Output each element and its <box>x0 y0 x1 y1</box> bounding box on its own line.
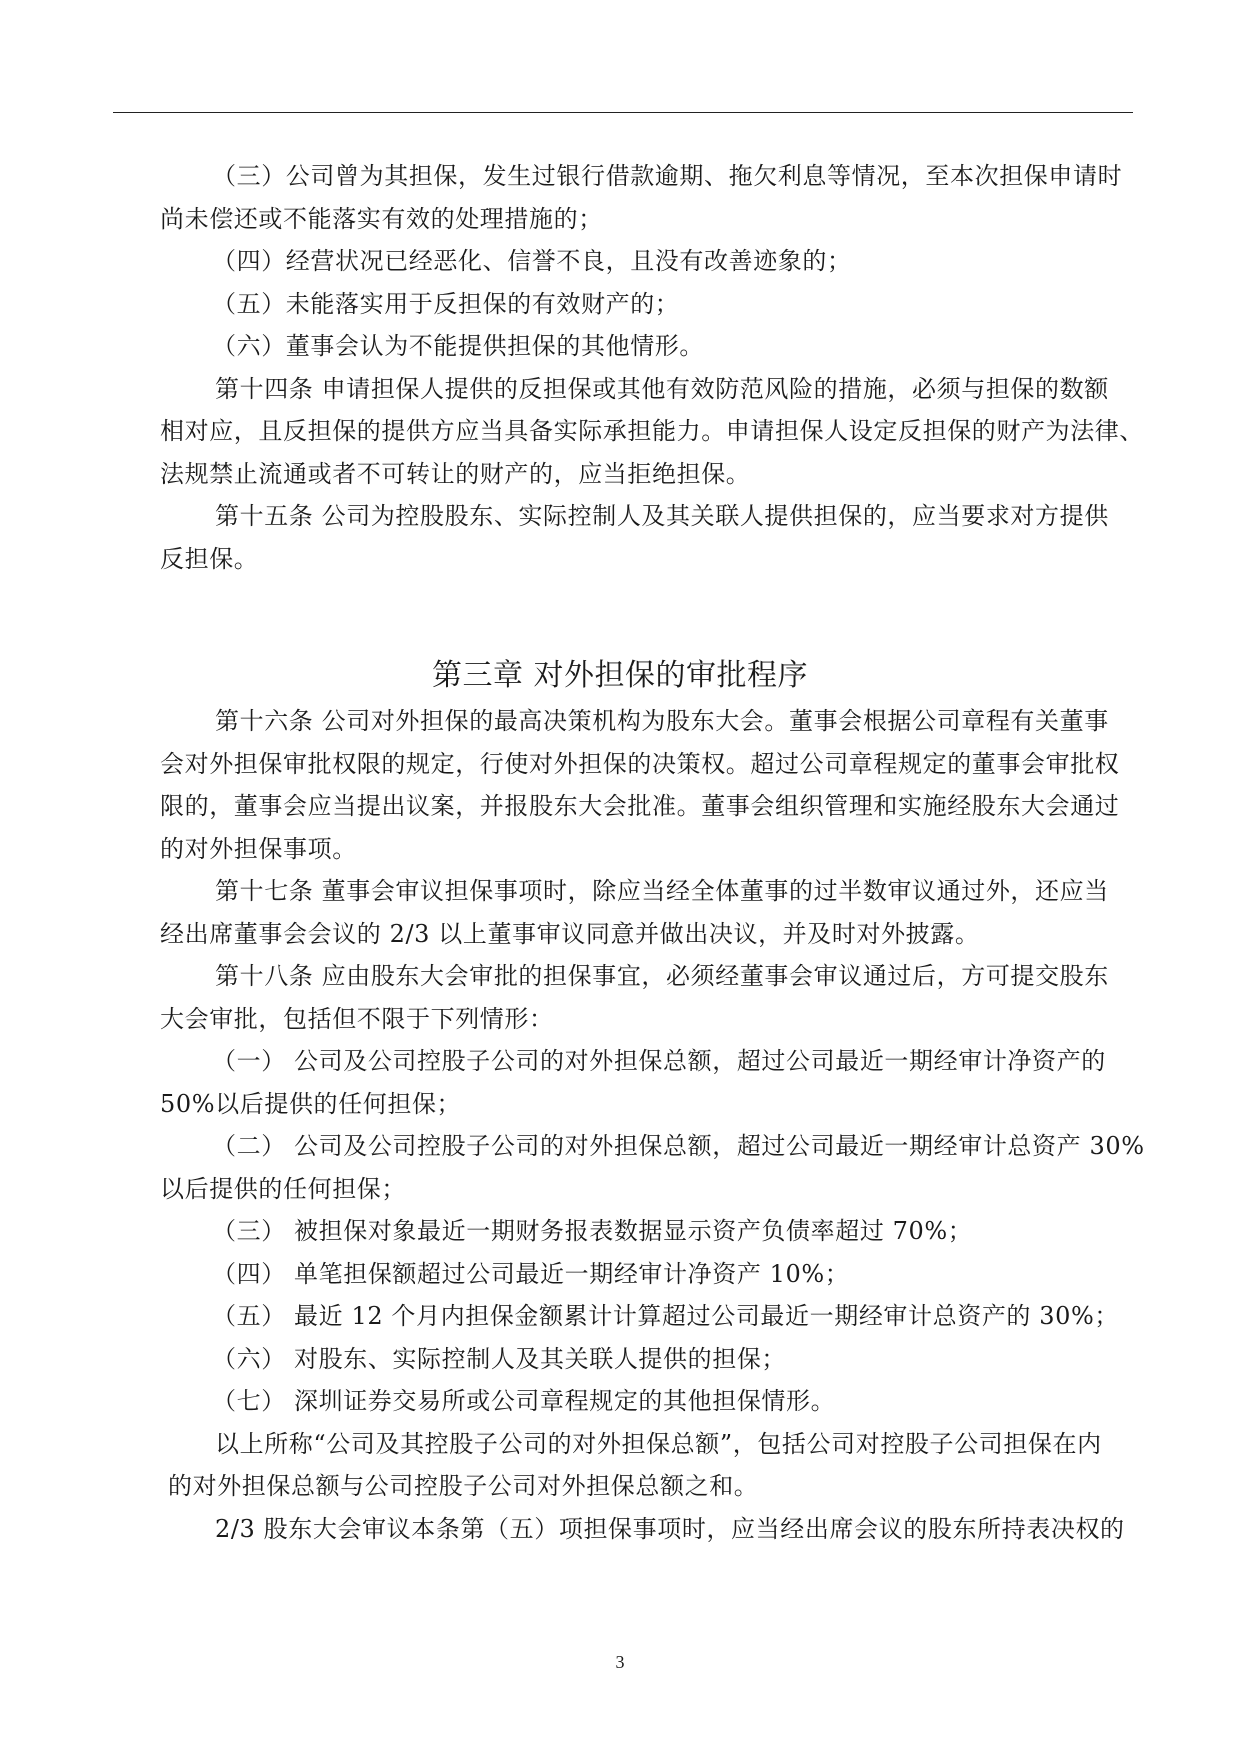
paragraph-line: （三）公司曾为其担保，发生过银行借款逾期、拖欠利息等情况，至本次担保申请时 <box>212 162 1123 190</box>
paragraph-line: 尚未偿还或不能落实有效的处理措施的； <box>160 204 603 233</box>
section-conditions <box>160 155 1144 580</box>
article-18-line: 第十八条 应由股东大会审批的担保事宜，必须经董事会审议通过后，方可提交股东 <box>215 962 1109 990</box>
list-item: （七） 深圳证券交易所或公司章程规定的其他担保情形。 <box>212 1387 836 1415</box>
article-16-line: 的对外担保事项。 <box>160 834 357 863</box>
list-item: （一） 公司及公司控股子公司的对外担保总额，超过公司最近一期经审计净资产的 <box>212 1047 1106 1075</box>
list-item: （三） 被担保对象最近一期财务报表数据显示资产负债率超过 70%； <box>212 1217 973 1245</box>
paragraph-line: 的对外担保总额与公司控股子公司对外担保总额之和。 <box>168 1472 759 1500</box>
list-item: （四） 单笔担保额超过公司最近一期经审计净资产 10%； <box>212 1259 850 1288</box>
article-17-line: 第十七条 董事会审议担保事项时，除应当经全体董事的过半数审议通过外，还应当 <box>215 877 1109 905</box>
article-17-line: 经出席董事会会议的 2/3 以上董事审议同意并做出决议，并及时对外披露。 <box>160 919 980 948</box>
header-rule <box>113 112 1133 113</box>
paragraph-line: （五）未能落实用于反担保的有效财产的； <box>212 289 680 318</box>
list-item: （六） 对股东、实际控制人及其关联人提供的担保； <box>212 1344 787 1373</box>
section-approval-procedure <box>160 700 1145 1550</box>
paragraph-line: （四）经营状况已经恶化、信誉不良，且没有改善迹象的； <box>212 247 852 275</box>
article-14-line: 第十四条 申请担保人提供的反担保或其他有效防范风险的措施，必须与担保的数额 <box>215 374 1109 403</box>
article-15-line: 第十五条 公司为控股股东、实际控制人及其关联人提供担保的，应当要求对方提供 <box>215 502 1109 530</box>
list-item: （二） 公司及公司控股子公司的对外担保总额，超过公司最近一期经审计总资产 30% <box>212 1132 1145 1160</box>
article-16-line: 限的，董事会应当提出议案，并报股东大会批准。董事会组织管理和实施经股东大会通过 <box>160 792 1120 820</box>
paragraph-line: （六）董事会认为不能提供担保的其他情形。 <box>212 332 704 360</box>
article-15-line: 反担保。 <box>160 544 259 573</box>
article-18-line: 大会审批，包括但不限于下列情形： <box>160 1004 554 1033</box>
article-16-line: 第十六条 公司对外担保的最高决策机构为股东大会。董事会根据公司章程有关董事 <box>215 707 1109 735</box>
paragraph-line: 以上所称“公司及其控股子公司的对外担保总额”，包括公司对控股子公司担保在内 <box>215 1429 1102 1458</box>
article-14-line: 法规禁止流通或者不可转让的财产的，应当拒绝担保。 <box>160 459 751 488</box>
article-16-line: 会对外担保审批权限的规定，行使对外担保的决策权。超过公司章程规定的董事会审批权 <box>160 749 1120 778</box>
list-item: 以后提供的任何担保； <box>160 1174 406 1203</box>
list-item: （五） 最近 12 个月内担保金额累计计算超过公司最近一期经审计总资产的 30%； <box>212 1302 1119 1330</box>
list-item: 50%以后提供的任何担保； <box>160 1089 462 1118</box>
chapter-title: 第三章 对外担保的审批程序 <box>431 658 809 693</box>
article-14-line: 相对应，且反担保的提供方应当具备实际承担能力。申请担保人设定反担保的财产为法律、 <box>160 417 1144 445</box>
paragraph-line: 2/3 股东大会审议本条第（五）项担保事项时，应当经出席会议的股东所持表决权的 <box>215 1514 1125 1543</box>
page-number: 3 <box>615 1652 625 1672</box>
